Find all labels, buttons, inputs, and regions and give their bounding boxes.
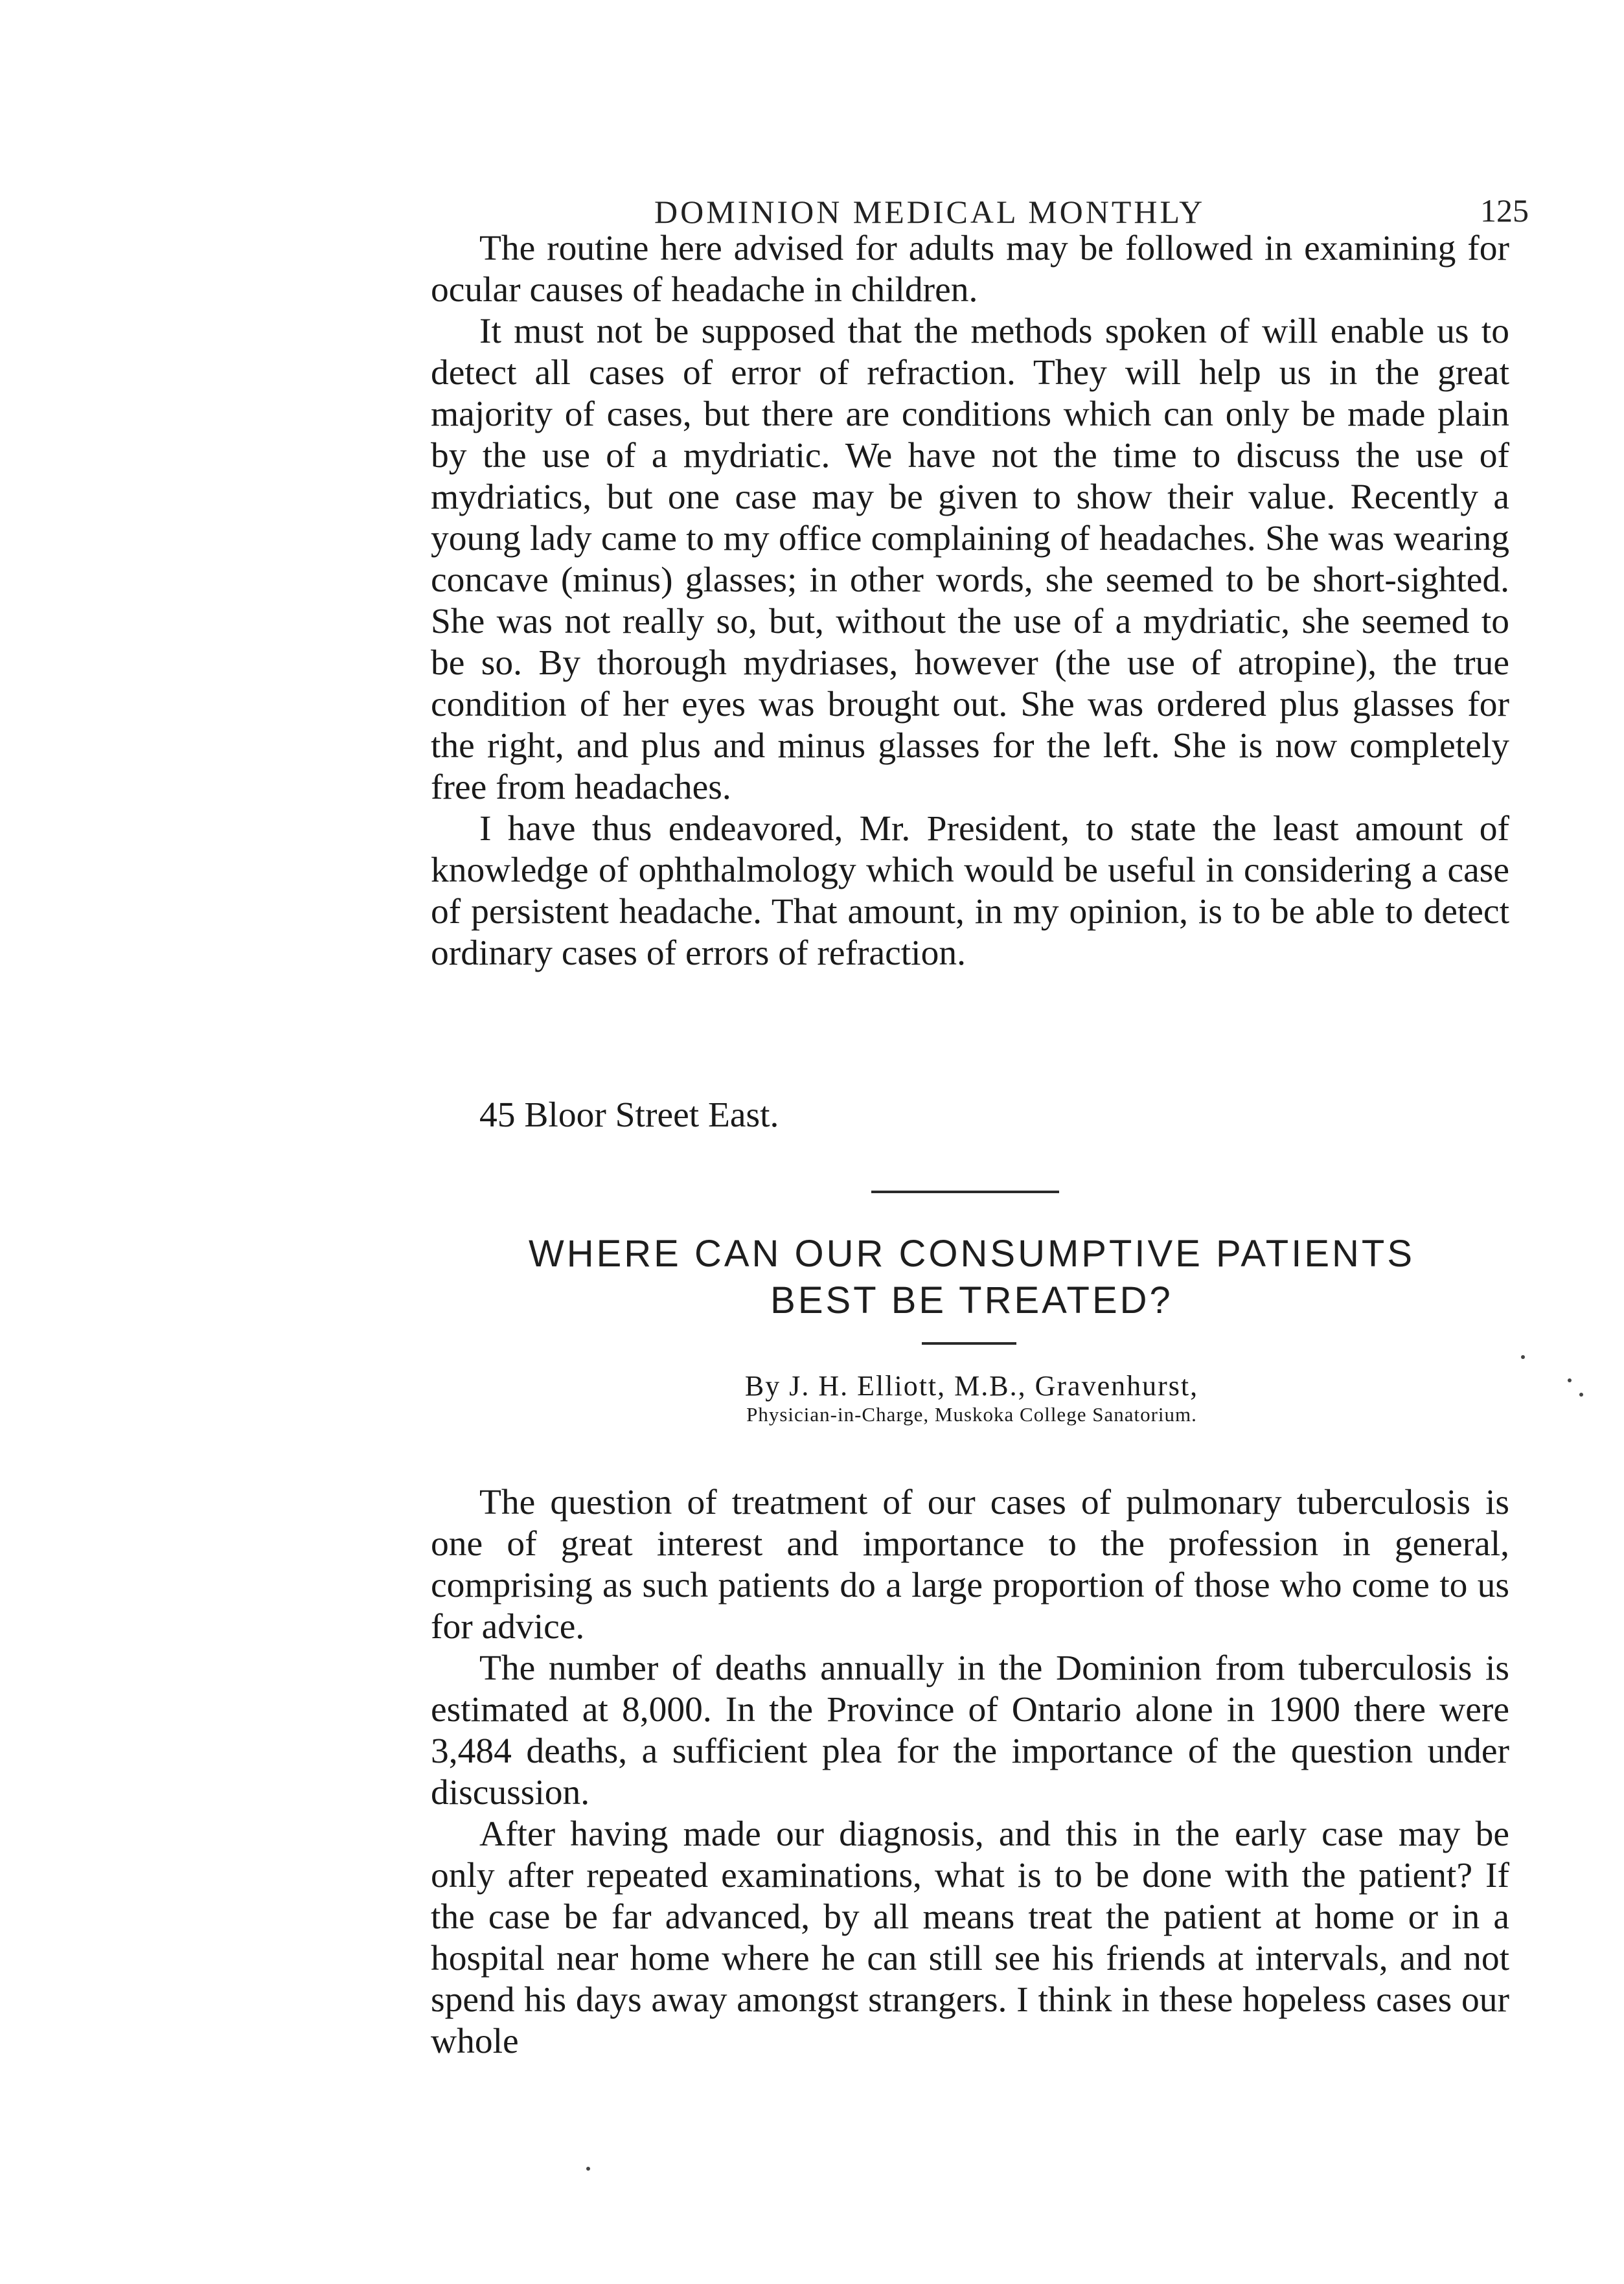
article-title-line: WHERE CAN OUR CONSUMPTIVE PATIENTS bbox=[528, 1233, 1415, 1275]
page-number: 125 bbox=[1480, 192, 1529, 229]
scan-speck bbox=[1521, 1355, 1525, 1359]
byline: By J. H. Elliott, M.B., Gravenhurst, bbox=[744, 1370, 1199, 1402]
scan-speck bbox=[1579, 1393, 1583, 1397]
paragraph: The number of deaths annually in the Dominion from tuberculosis is estimated at 8,000. In the Province of Ontario alone in 1900 there were 3,484 deaths, a sufficient plea for the importance of the question under discussion. bbox=[431, 1649, 1509, 1812]
scan-speck bbox=[1568, 1378, 1572, 1382]
author-affiliation: Physician-in-Charge, Muskoka College Sanatorium. bbox=[746, 1403, 1197, 1426]
scan-speck bbox=[586, 2167, 590, 2171]
article-title bbox=[415, 1231, 1529, 1324]
paragraph: The routine here advised for adults may be followed in examining for ocular causes of headache in children. bbox=[431, 229, 1509, 310]
paragraph: After having made our diagnosis, and this in the early case may be only after repeated examinations, what is to be done with the patient? If the case be far advanced, by all means treat the patient at home or in a hospital near home where he can still see his friends at intervals, and not spend his days away amongst strangers. I think in these hopeless cases our whole bbox=[431, 1814, 1509, 2061]
paragraph: I have thus endeavored, Mr. President, to state the least amount of knowledge of ophthalmology which would be useful in considering a case of persistent headache. That amount, in my opinion, is to be able to detect ordinary cases of errors of refraction. bbox=[431, 809, 1509, 973]
article-body bbox=[431, 1482, 1509, 2062]
title-divider bbox=[922, 1342, 1016, 1345]
section-divider bbox=[871, 1191, 1059, 1193]
previous-article-body bbox=[431, 228, 1509, 974]
running-title: DOMINION MEDICAL MONTHLY bbox=[654, 194, 1206, 230]
paragraph: The question of treatment of our cases of pulmonary tuberculosis is one of great interest and importance to the profession in general, comprising as such patients do a large proportion of those who come to us for advice. bbox=[431, 1483, 1509, 1647]
paragraph: It must not be supposed that the methods spoken of will enable us to detect all cases of error of refraction. They will help us in the great majority of cases, but there are conditions which can only be made plain by the use of a mydriatic. We have not the time to discuss the use of mydriatics, but one case may be given to show their value. Recently a young lady came to my office complaining of headaches. She was wearing concave (minus) glasses; in other words, she seemed to be short-sighted. She was not really so, but, without the use of a mydriatic, she seemed to be so. By thorough mydriases, however (the use of atropine), the true condition of her eyes was brought out. She was ordered plus glasses for the right, and plus and minus glasses for the left. She is now completely free from headaches. bbox=[431, 312, 1509, 807]
article-title-line: BEST BE TREATED? bbox=[770, 1279, 1173, 1321]
author-address: 45 Bloor Street East. bbox=[479, 1095, 779, 1135]
